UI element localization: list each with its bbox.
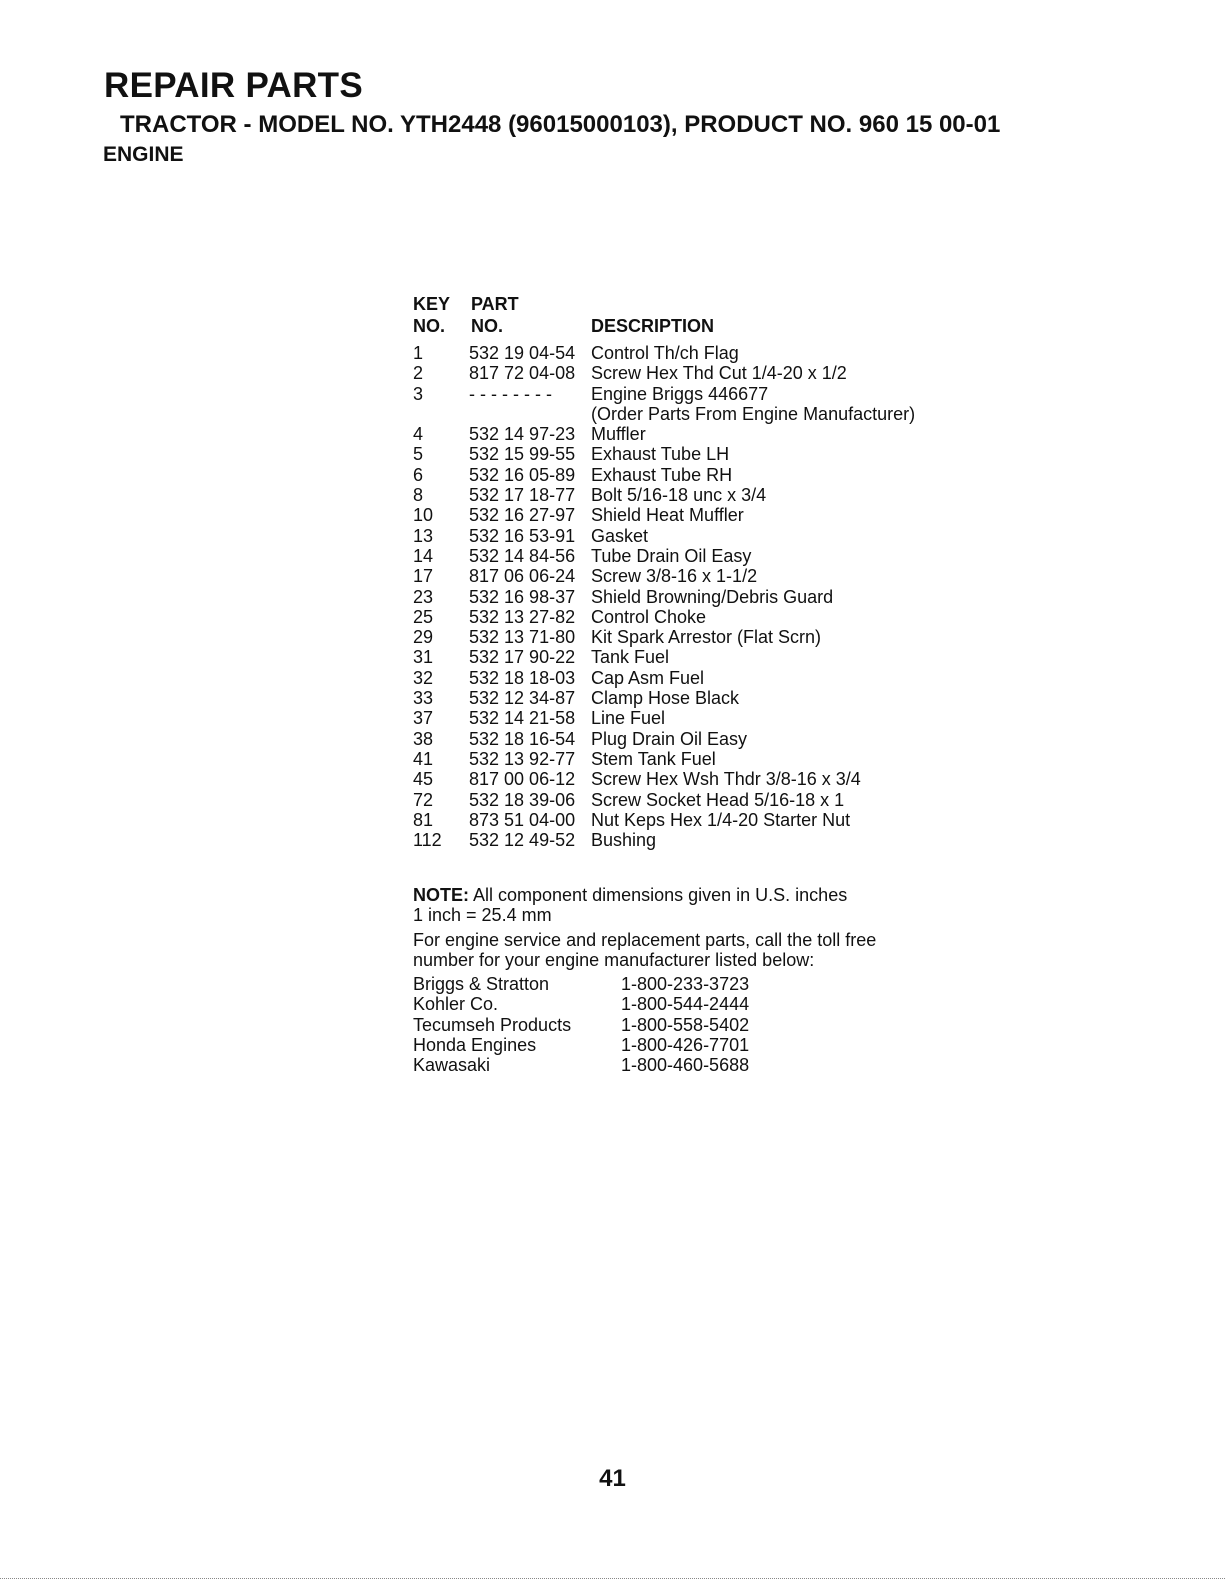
- description-cell: Stem Tank Fuel: [591, 748, 716, 769]
- key-cell: 8: [413, 485, 424, 506]
- page-title: REPAIR PARTS: [104, 66, 363, 105]
- description-cell: Shield Heat Muffler: [591, 505, 744, 526]
- part-number-cell: 532 14 97-23: [469, 424, 576, 445]
- key-cell: 10: [413, 505, 434, 526]
- manufacturer-phone: 1-800-544-2444: [621, 994, 750, 1015]
- bottom-rule: [0, 1578, 1225, 1579]
- table-row: [413, 647, 973, 667]
- description-cell: Screw Hex Wsh Thdr 3/8-16 x 3/4: [591, 769, 861, 790]
- table-row: [413, 546, 973, 566]
- table-row: [413, 384, 973, 404]
- manufacturer-list: [413, 974, 973, 1075]
- part-number-cell: 532 18 18-03: [469, 667, 576, 688]
- manufacturer-name: Kohler Co.: [413, 994, 499, 1015]
- manufacturer-row: [413, 1015, 973, 1035]
- manufacturer-name: Briggs & Stratton: [413, 974, 550, 995]
- description-cell: Line Fuel: [591, 708, 666, 729]
- part-number-cell: 532 19 04-54: [469, 343, 576, 363]
- part-number-cell: 532 13 71-80: [469, 627, 576, 648]
- parts-list: [413, 293, 973, 850]
- description-cell: Tube Drain Oil Easy: [591, 545, 752, 566]
- key-cell: 38: [413, 728, 434, 749]
- key-cell: 14: [413, 545, 434, 566]
- manufacturer-row: [413, 1035, 973, 1055]
- key-cell: 31: [413, 647, 434, 668]
- note-line: [413, 885, 973, 905]
- key-cell: [413, 404, 469, 424]
- header-key-line1: KEY: [413, 294, 451, 314]
- key-cell: 81: [413, 809, 434, 830]
- description-cell: Gasket: [591, 525, 649, 546]
- key-cell: 23: [413, 586, 434, 607]
- key-cell: 17: [413, 566, 434, 587]
- key-cell: 32: [413, 667, 434, 688]
- header-part-line2: NO.: [471, 316, 504, 336]
- description-cell: Screw 3/8-16 x 1-1/2: [591, 566, 758, 587]
- part-number-cell: 532 16 27-97: [469, 505, 576, 526]
- key-cell: 1: [413, 343, 424, 363]
- description-cell: Shield Browning/Debris Guard: [591, 586, 834, 607]
- description-cell: (Order Parts From Engine Manufacturer): [591, 403, 916, 424]
- description-cell: Control Choke: [591, 606, 707, 627]
- table-row: [413, 830, 973, 850]
- service-line-1: For engine service and replacement parts, call the toll free: [413, 929, 877, 950]
- table-row: [413, 566, 973, 586]
- table-row: [413, 708, 973, 728]
- table-row: [413, 465, 973, 485]
- header-key-line2: NO.: [413, 316, 446, 336]
- key-cell: 3: [413, 383, 424, 404]
- description-cell: Muffler: [591, 424, 646, 445]
- part-number-cell: 532 16 98-37: [469, 586, 576, 607]
- key-cell: 4: [413, 424, 424, 445]
- manufacturer-phone: 1-800-558-5402: [621, 1014, 750, 1035]
- table-row: [413, 729, 973, 749]
- description-cell: Exhaust Tube RH: [591, 464, 733, 485]
- description-cell: Clamp Hose Black: [591, 688, 740, 709]
- conversion-line: 1 inch = 25.4 mm: [413, 905, 552, 926]
- table-row: [413, 810, 973, 830]
- parts-rows: [413, 343, 973, 850]
- table-row: [413, 343, 973, 363]
- key-cell: 72: [413, 789, 434, 810]
- header-part-line1: PART: [471, 294, 519, 314]
- part-number-cell: 532 14 21-58: [469, 708, 576, 729]
- page-number: 41: [599, 1465, 626, 1492]
- part-number-cell: - - - - - - - -: [469, 383, 552, 404]
- manufacturer-phone: 1-800-233-3723: [621, 974, 750, 995]
- part-number-cell: 532 18 39-06: [469, 789, 576, 810]
- part-number-cell: 532 15 99-55: [469, 444, 576, 465]
- key-cell: 6: [413, 464, 424, 485]
- service-line-2: number for your engine manufacturer listed below:: [413, 949, 815, 970]
- table-row: [413, 790, 973, 810]
- part-number-cell: 532 13 92-77: [469, 748, 576, 769]
- table-row: [413, 424, 973, 444]
- part-number-cell: 817 72 04-08: [469, 363, 576, 384]
- part-number-cell: 532 17 18-77: [469, 485, 576, 506]
- part-number-cell: 817 00 06-12: [469, 769, 576, 790]
- manufacturer-name: Kawasaki: [413, 1055, 491, 1076]
- model-subtitle: TRACTOR - MODEL NO. YTH2448 (96015000103), PRODUCT NO. 960 15 00-01: [120, 111, 1001, 138]
- table-row: [413, 363, 973, 383]
- manufacturer-name: Tecumseh Products: [413, 1014, 572, 1035]
- description-cell: Control Th/ch Flag: [591, 343, 739, 363]
- manufacturer-name: Honda Engines: [413, 1035, 537, 1056]
- manufacturer-phone: 1-800-460-5688: [621, 1055, 750, 1076]
- parts-header-row: [413, 293, 973, 315]
- table-row: [413, 505, 973, 525]
- key-cell: 29: [413, 627, 434, 648]
- table-row: [413, 749, 973, 769]
- manufacturer-row: [413, 974, 973, 994]
- table-row: [413, 627, 973, 647]
- manufacturer-row: [413, 1055, 973, 1075]
- description-cell: Cap Asm Fuel: [591, 667, 705, 688]
- part-number-cell: 532 12 34-87: [469, 688, 576, 709]
- manufacturer-row: [413, 994, 973, 1014]
- description-cell: Screw Socket Head 5/16-18 x 1: [591, 789, 845, 810]
- table-row: [413, 607, 973, 627]
- part-number-cell: 532 17 90-22: [469, 647, 576, 668]
- table-row: [413, 444, 973, 464]
- table-row: [413, 526, 973, 546]
- parts-header-row-2: [413, 315, 973, 337]
- key-cell: 41: [413, 748, 434, 769]
- description-cell: Bolt 5/16-18 unc x 3/4: [591, 485, 767, 506]
- part-number-cell: 532 16 05-89: [469, 464, 576, 485]
- table-row: [413, 668, 973, 688]
- table-row: [413, 404, 973, 424]
- key-cell: 112: [413, 830, 442, 851]
- manufacturer-phone: 1-800-426-7701: [621, 1035, 750, 1056]
- description-cell: Kit Spark Arrestor (Flat Scrn): [591, 627, 822, 648]
- key-cell: 2: [413, 363, 424, 384]
- description-cell: Tank Fuel: [591, 647, 670, 668]
- table-row: [413, 688, 973, 708]
- section-heading: ENGINE: [103, 143, 184, 166]
- part-number-cell: 532 16 53-91: [469, 525, 576, 546]
- description-cell: Engine Briggs 446677: [591, 383, 769, 404]
- description-cell: Screw Hex Thd Cut 1/4-20 x 1/2: [591, 363, 847, 384]
- part-number-cell: 532 12 49-52: [469, 830, 576, 851]
- note-label: NOTE:: [413, 885, 469, 905]
- description-cell: Plug Drain Oil Easy: [591, 728, 748, 749]
- key-cell: 33: [413, 688, 434, 709]
- part-number-cell: 532 14 84-56: [469, 545, 576, 566]
- key-cell: 45: [413, 769, 434, 790]
- header-description: DESCRIPTION: [591, 316, 715, 336]
- notes-block: [413, 885, 973, 1076]
- key-cell: 13: [413, 525, 434, 546]
- key-cell: 5: [413, 444, 424, 465]
- table-row: [413, 769, 973, 789]
- part-number-cell: 532 13 27-82: [469, 606, 576, 627]
- description-cell: Bushing: [591, 830, 657, 851]
- table-row: [413, 587, 973, 607]
- part-number-cell: 873 51 04-00: [469, 809, 576, 830]
- part-number-cell: 817 06 06-24: [469, 566, 576, 587]
- table-row: [413, 485, 973, 505]
- description-cell: Nut Keps Hex 1/4-20 Starter Nut: [591, 809, 851, 830]
- note-text: All component dimensions given in U.S. inches: [469, 885, 848, 905]
- part-number-cell: [469, 404, 591, 424]
- key-cell: 37: [413, 708, 434, 729]
- part-number-cell: 532 18 16-54: [469, 728, 576, 749]
- description-cell: Exhaust Tube LH: [591, 444, 730, 465]
- key-cell: 25: [413, 606, 434, 627]
